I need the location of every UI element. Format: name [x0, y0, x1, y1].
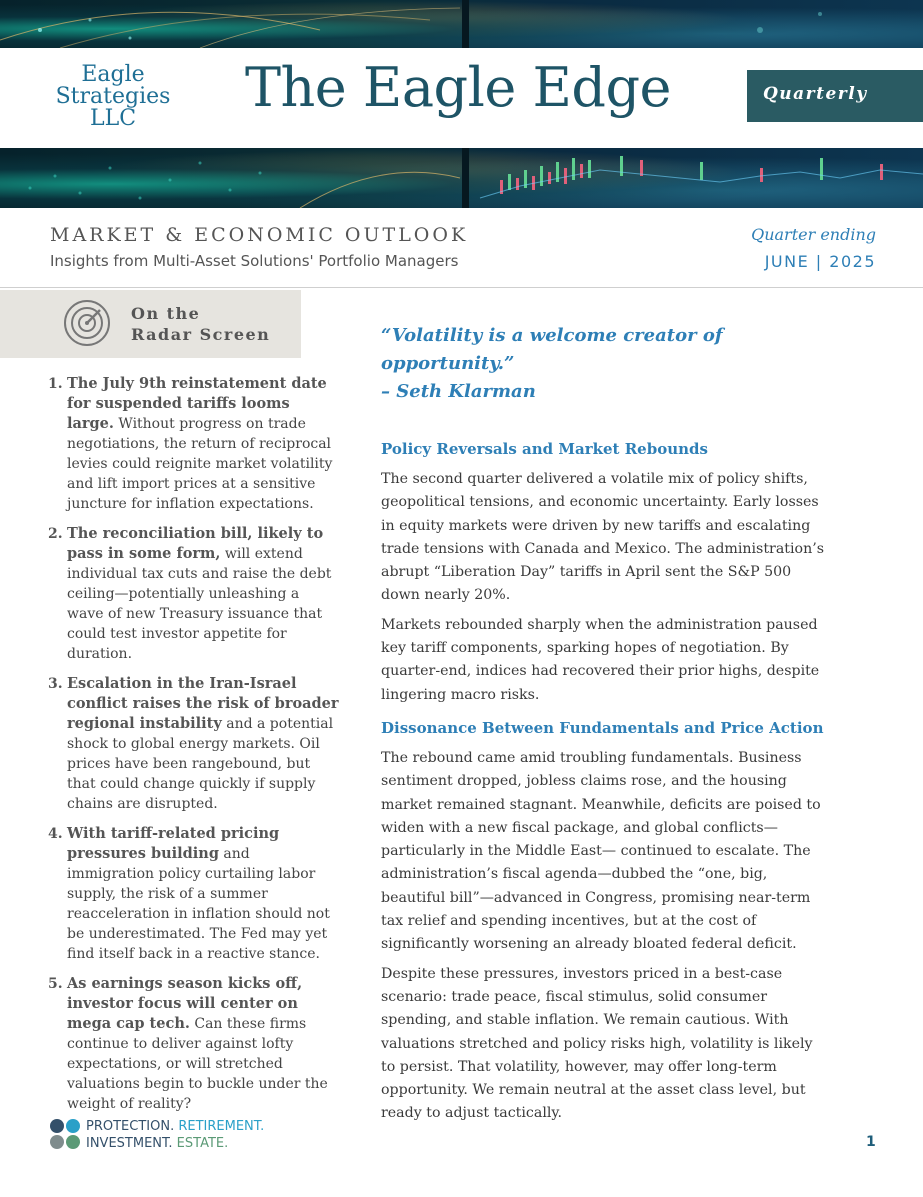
section-title: MARKET & ECONOMIC OUTLOOK	[50, 224, 469, 246]
item-body: will extend individual tax cuts and raise the debt ceiling—potentially unleashing a wave of new Treasury issuance that could test investor appetite for duration.	[67, 546, 332, 662]
list-item	[48, 824, 340, 964]
tagline-word: ESTATE.	[172, 1136, 229, 1151]
item-lead: The July 9th reinstatement date for suspended tariffs looms large.	[67, 375, 327, 432]
dot	[50, 1135, 64, 1149]
radar-title	[131, 303, 270, 345]
tagline-text	[86, 1118, 264, 1152]
item-number: 4.	[48, 826, 63, 842]
paragraph: The rebound came amid troubling fundamentals. Business sentiment dropped, jobless claims rose, and the housing market remained stagnant. Meanwhile, deficits are poised to widen with a new fiscal package, and global conflicts—particularly in the Middle East— continued to escalate. The administration’s fiscal agenda—dubbed the “one, big, beautiful bill”—advanced in Congress, promising near-term tax relief and spending incentives, but at the cost of significantly worsening an already bloated federal deficit.	[381, 749, 821, 953]
market-chart-banner-image	[0, 148, 923, 208]
pull-quote	[381, 322, 826, 406]
item-number: 3.	[48, 676, 63, 692]
item-number: 1.	[48, 376, 63, 392]
item-lead: Escalation in the Iran-Israel conflict raises the risk of broader regional instability	[67, 675, 339, 732]
list-item	[48, 674, 340, 814]
tagline-word: INVESTMENT.	[86, 1136, 173, 1151]
paragraph: Despite these pressures, investors priced in a best-case scenario: trade peace, fiscal stimulus, solid consumer spending, and stable inflation. We remain cautious. With valuations stretched and policy risks high, volatility is likely to persist. That volatility, however, may offer long-term opportunity. We remain neutral at the asset class level, but ready to adjust tactically.	[381, 965, 813, 1122]
quote-attribution: – Seth Klarman	[381, 381, 536, 402]
section-heading: Policy Reversals and Market Rebounds	[381, 440, 708, 458]
list-item	[48, 974, 340, 1114]
main-column	[381, 322, 826, 1132]
item-lead: The reconciliation bill, likely to pass in some form,	[67, 525, 324, 562]
item-body: and immigration policy curtailing labor supply, the risk of a summer reacceleration in inflation should not be underestimated. The Fed may yet find itself back in a reactive stance.	[67, 846, 330, 962]
item-lead: As earnings season kicks off, investor focus will center on mega cap tech.	[67, 975, 303, 1032]
dot	[50, 1119, 64, 1133]
item-lead: With tariff-related pricing pressures building	[67, 825, 280, 862]
quarter-label: Quarter ending	[751, 225, 876, 244]
divider	[0, 287, 923, 288]
quote-text: “Volatility is a welcome creator of opportunity.”	[381, 325, 723, 374]
radar-header	[0, 290, 301, 358]
dot	[66, 1119, 80, 1133]
quarterly-badge: Quarterly	[747, 70, 923, 122]
page-number: 1	[866, 1134, 876, 1150]
radar-title-line: On the	[131, 304, 201, 323]
tagline-word: RETIREMENT.	[174, 1119, 265, 1134]
brand-dots-icon	[50, 1119, 82, 1151]
item-number: 2.	[48, 526, 63, 542]
item-body: Can these firms continue to deliver against lofty expectations, or will stretched valuations begin to buckle under the weight of reality?	[67, 1016, 328, 1112]
paragraph: The second quarter delivered a volatile mix of policy shifts, geopolitical tensions, and economic uncertainty. Early losses in equity markets were driven by new tariffs and escalating trade tensions with Canada and Mexico. The administration’s abrupt “Liberation Day” tariffs in April sent the S&P 500 down nearly 20%.	[381, 471, 824, 604]
newsletter-title: The Eagle Edge	[245, 56, 672, 119]
list-item	[48, 524, 340, 664]
paragraph: Markets rebounded sharply when the administration paused key tariff components, sparking hopes of negotiation. By quarter-end, indices had recovered their prior highs, despite lingering macro risks.	[381, 616, 820, 703]
logo-line: LLC	[89, 106, 137, 131]
list-item	[48, 374, 340, 514]
tagline-word: PROTECTION.	[86, 1119, 175, 1134]
logo-line: Eagle	[81, 62, 145, 87]
header-banner-image	[0, 0, 923, 48]
item-body: Without progress on trade negotiations, the return of reciprocal levies could reignite market volatility and lift import prices at a sensitive juncture for inflation expectations.	[67, 416, 333, 512]
radar-icon	[62, 298, 112, 348]
section-heading: Dissonance Between Fundamentals and Price Action	[381, 718, 824, 737]
item-body: and a potential shock to global energy markets. Oil prices have been rangebound, but that could change quickly if supply chains are disrupted.	[67, 716, 334, 812]
radar-list	[48, 374, 340, 1124]
item-number: 5.	[48, 976, 63, 992]
masthead	[0, 48, 923, 148]
company-logo[interactable]	[48, 64, 178, 130]
radar-title-line: Radar Screen	[131, 325, 271, 344]
dot	[66, 1135, 80, 1149]
quarter-date: JUNE | 2025	[764, 252, 876, 271]
footer-tagline	[50, 1118, 290, 1154]
section-subtitle: Insights from Multi-Asset Solutions' Portfolio Managers	[50, 252, 459, 270]
logo-line: Strategies	[55, 84, 171, 109]
